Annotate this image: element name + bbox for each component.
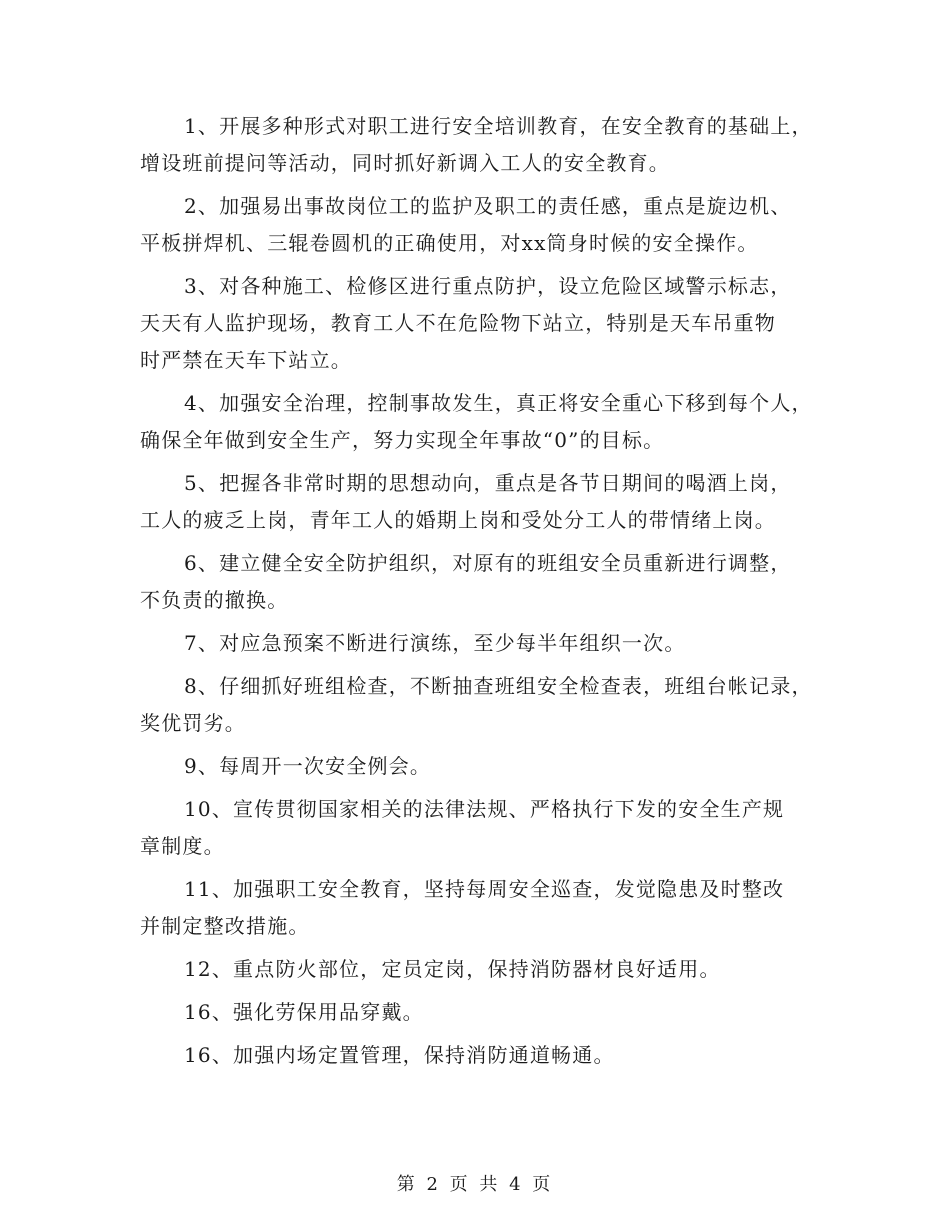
paragraph-7: 7、对应急预案不断进行演练，至少每半年组织一次。 xyxy=(184,631,686,655)
paragraph-10: 10、宣传贯彻国家相关的法律法规、严格执行下发的安全生产规 章制度。 xyxy=(140,797,785,858)
paragraph-3: 3、对各种施工、检修区进行重点防护，设立危险区域警示标志， 天天有人监护现场，教育工人不在危险物下站立，特别是天车吊重物 时严禁在天车下站立。 xyxy=(140,274,792,372)
paragraph-4: 4、加强安全治理，控制事故发生，真正将安全重心下移到每个人， 确保全年做到安全生产，努力实现全年事故“0”的目标。 xyxy=(140,391,813,452)
document-body xyxy=(140,108,830,1080)
paragraph-11: 11、加强职工安全教育，坚持每周安全巡查，发觉隐患及时整改 并制定整改措施。 xyxy=(140,877,785,938)
paragraph-12: 12、重点防火部位，定员定岗，保持消防器材良好适用。 xyxy=(184,957,721,981)
paragraph-6: 6、建立健全安全防护组织，对原有的班组安全员重新进行调整， 不负责的撤换。 xyxy=(140,551,792,612)
paragraph-8: 8、仔细抓好班组检查，不断抽查班组安全检查表，班组台帐记录， 奖优罚劣。 xyxy=(140,674,813,735)
paragraph-13: 16、强化劳保用品穿戴。 xyxy=(184,1000,424,1024)
paragraph-1: 1、开展多种形式对职工进行安全培训教育，在安全教育的基础上， 增设班前提问等活动，同时抓好新调入工人的安全教育。 xyxy=(140,114,813,175)
paragraph-14: 16、加强内场定置管理，保持消防通道畅通。 xyxy=(184,1043,615,1067)
paragraph-9: 9、每周开一次安全例会。 xyxy=(184,754,432,778)
paragraph-2: 2、加强易出事故岗位工的监护及职工的责任感，重点是旋边机、 平板拼焊机、三辊卷圆机的正确使用，对xx筒身时候的安全操作。 xyxy=(140,194,792,255)
page-number-footer: 第 2 页 共 4 页 xyxy=(396,1174,554,1195)
paragraph-5: 5、把握各非常时期的思想动向，重点是各节日期间的喝酒上岗， 工人的疲乏上岗，青年工人的婚期上岗和受处分工人的带情绪上岗。 xyxy=(140,471,792,532)
